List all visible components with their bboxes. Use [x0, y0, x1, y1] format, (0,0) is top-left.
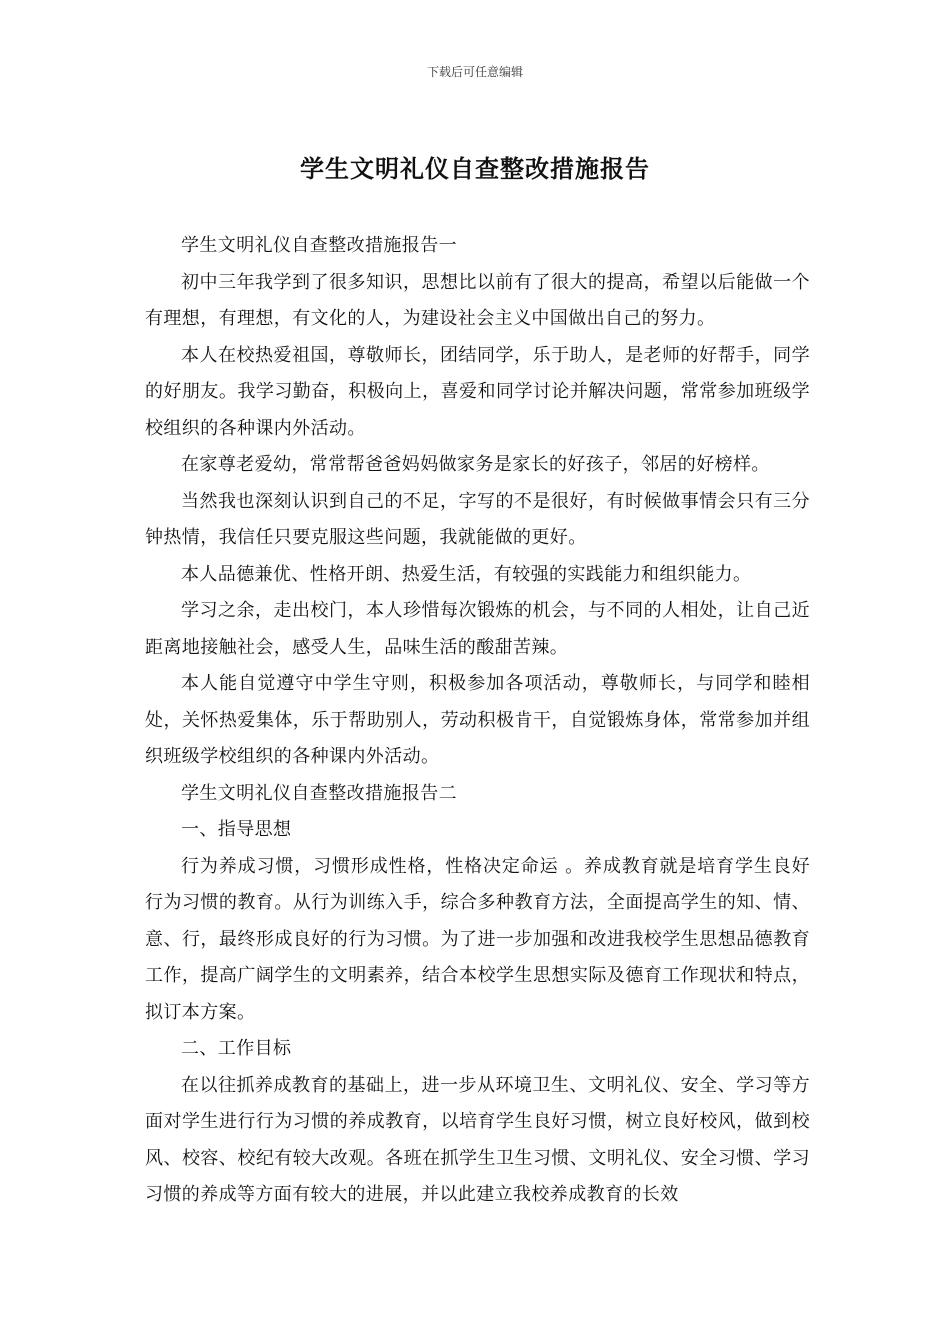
- document-body: [145, 228, 810, 1214]
- section-heading: 二、工作目标: [181, 1038, 292, 1059]
- paragraph: 在以往抓养成教育的基础上，进一步从环境卫生、文明礼仪、安全、学习等方面对学生进行行为习惯的养成教育，以培育学生良好习惯，树立良好校风，做到校风、校容、校纪有较大改观。各班在抓学生卫生习惯、文明礼仪、安全习惯、学习习惯的养成等方面有较大的进展，并以此建立我校养成教育的长效: [145, 1074, 810, 1205]
- paragraph: 当然我也深刻认识到自己的不足，字写的不是很好，有时候做事情会只有三分钟热情，我信任只要克服这些问题，我就能做的更好。: [145, 490, 810, 548]
- paragraph: 本人能自觉遵守中学生守则，积极参加各项活动，尊敬师长，与同学和睦相处，关怀热爱集体，乐于帮助别人，劳动积极肯干，自觉锻炼身体，常常参加并组织班级学校组织的各种课内外活动。: [145, 673, 810, 767]
- section-heading: 一、指导思想: [181, 819, 292, 840]
- paragraph: 在家尊老爱幼，常常帮爸爸妈妈做家务是家长的好孩子，邻居的好榜样。: [181, 454, 770, 475]
- paragraph: 学习之余，走出校门，本人珍惜每次锻炼的机会，与不同的人相处，让自己近距离地接触社会，感受人生，品味生活的酸甜苦辣。: [145, 600, 810, 658]
- paragraph: 行为养成习惯，习惯形成性格，性格决定命运 。养成教育就是培育学生良好行为习惯的教育。从行为训练入手，综合多种教育方法，全面提高学生的知、情、意、行，最终形成良好的行为习惯。为了进一步加强和改进我校学生思想品德教育工作，提高广阔学生的文明素养，结合本校学生思想实际及德育工作现状和特点，拟订本方案。: [145, 855, 810, 1023]
- paragraph: 本人在校热爱祖国，尊敬师长，团结同学，乐于助人，是老师的好帮手，同学的好朋友。我学习勤奋，积极向上，喜爱和同学讨论并解决问题，常常参加班级学校组织的各种课内外活动。: [145, 344, 810, 439]
- paragraph: 学生文明礼仪自查整改措施报告一: [181, 235, 457, 256]
- header-note: 下载后可任意编辑: [426, 65, 523, 79]
- paragraph: 本人品德兼优、性格开朗、热爱生活，有较强的实践能力和组织能力。: [181, 563, 752, 585]
- section-heading: 学生文明礼仪自查整改措施报告二: [181, 782, 457, 804]
- paragraph: 初中三年我学到了很多知识，思想比以前有了很大的提高，希望以后能做一个有理想，有理想，有文化的人，为建设社会主义中国做出自己的努力。: [145, 271, 810, 329]
- document-title: 学生文明礼仪自查整改措施报告: [300, 154, 650, 183]
